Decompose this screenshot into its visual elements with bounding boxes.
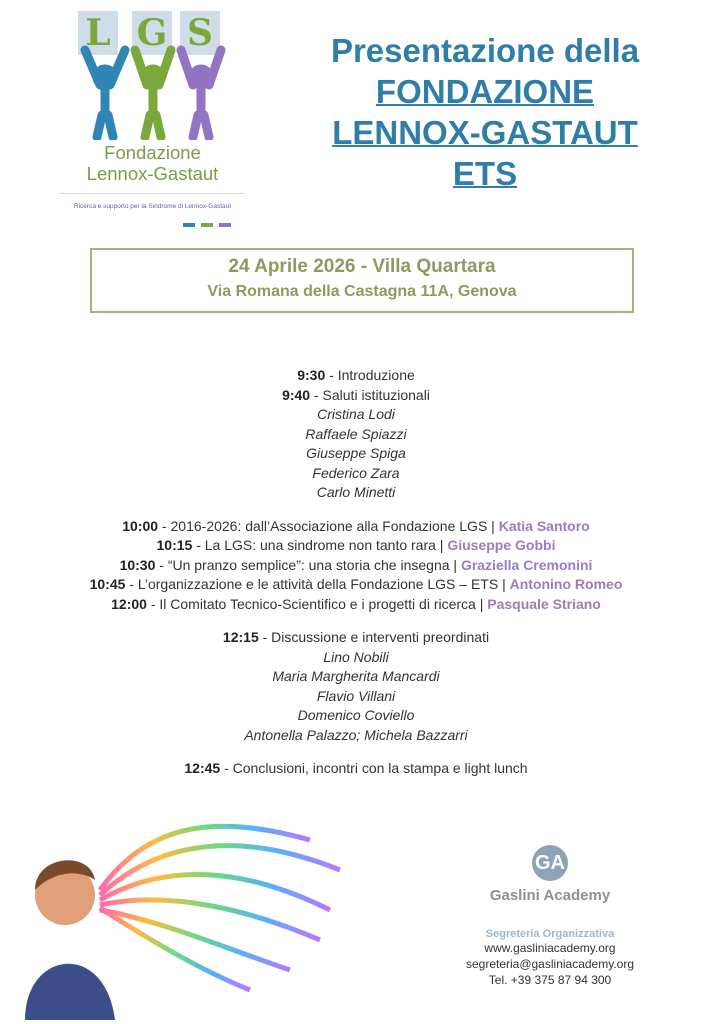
program-item: 10:00 - 2016-2026: dall’Associazione alla Fondazione LGS | Katia Santoro bbox=[122, 517, 590, 534]
program-item: 12:00 - Il Comitato Tecnico-Scientifico e i progetti di ricerca | Pasquale Striano bbox=[111, 595, 601, 612]
speaker-name: Domenico Coviello bbox=[297, 707, 415, 723]
event-info-box bbox=[90, 248, 634, 313]
logo-name-line1: Fondazione bbox=[104, 142, 201, 163]
logo-letter-s: S bbox=[180, 11, 220, 55]
program-item: 12:45 - Conclusioni, incontri con la stampa e light lunch bbox=[184, 760, 528, 776]
gaslini-academy-logo: GA bbox=[532, 845, 568, 881]
title-line: ETS bbox=[452, 155, 518, 192]
logo-letter-g: G bbox=[132, 11, 172, 55]
speaker-name: Flavio Villani bbox=[316, 687, 396, 704]
program-item: 12:15 - Discussione e interventi preordinati bbox=[222, 629, 490, 645]
event-date-venue: 24 Aprile 2026 - Villa Quartara bbox=[228, 256, 496, 277]
program-item: 10:45 - L’organizzazione e le attività della Fondazione LGS – ETS | Antonino Romeo bbox=[89, 576, 623, 592]
speaker-name: Antonella Palazzo; Michela Bazzarri bbox=[244, 726, 468, 743]
program-item: 10:30 - “Un pranzo semplice”: una storia che insegna | Graziella Cremonini bbox=[119, 556, 593, 573]
child-rainbow-illustration bbox=[20, 820, 350, 1020]
speaker-name: Giuseppe Spiga bbox=[306, 445, 406, 461]
organizer-label: Segreteria Organizzativa bbox=[485, 928, 615, 940]
title-line: Presentazione della bbox=[330, 32, 640, 69]
program-item: 10:15 - La LGS: una sindrome non tanto rara | Giuseppe Gobbi bbox=[156, 537, 556, 553]
speaker-name: Cristina Lodi bbox=[317, 406, 395, 422]
speaker-name: Lino Nobili bbox=[323, 648, 389, 665]
program bbox=[0, 366, 712, 779]
program-item: 9:30 - Introduzione bbox=[297, 367, 415, 383]
speaker-name: Federico Zara bbox=[312, 464, 400, 481]
speaker-name: Carlo Minetti bbox=[316, 484, 396, 500]
gaslini-academy-block bbox=[440, 845, 660, 988]
website-link[interactable]: www.gasliniacademy.org bbox=[484, 941, 616, 955]
phone-number: Tel. +39 375 87 94 300 bbox=[488, 973, 612, 987]
logo-name-line2: Lennox-Gastaut bbox=[86, 163, 219, 184]
event-address: Via Romana della Castagna 11A, Genova bbox=[207, 283, 517, 300]
speaker-name: Maria Margherita Mancardi bbox=[272, 668, 440, 684]
logo-tagline: Ricerca e supporto per la Sindrome di Lennox-Gastaut bbox=[73, 203, 232, 210]
logo-letter-l: L bbox=[78, 11, 118, 55]
speaker-name: Raffaele Spiazzi bbox=[305, 425, 407, 442]
email-link[interactable]: segreteria@gasliniacademy.org bbox=[465, 957, 635, 971]
people-figures-icon bbox=[75, 45, 230, 140]
title-line: LENNOX-GASTAUT bbox=[332, 114, 638, 151]
program-item: 9:40 - Saluti istituzionali bbox=[282, 386, 430, 403]
lgs-logo bbox=[60, 5, 245, 225]
page-title bbox=[290, 30, 680, 194]
title-line: FONDAZIONE bbox=[375, 73, 595, 110]
organizer-name: Gaslini Academy bbox=[489, 887, 611, 904]
